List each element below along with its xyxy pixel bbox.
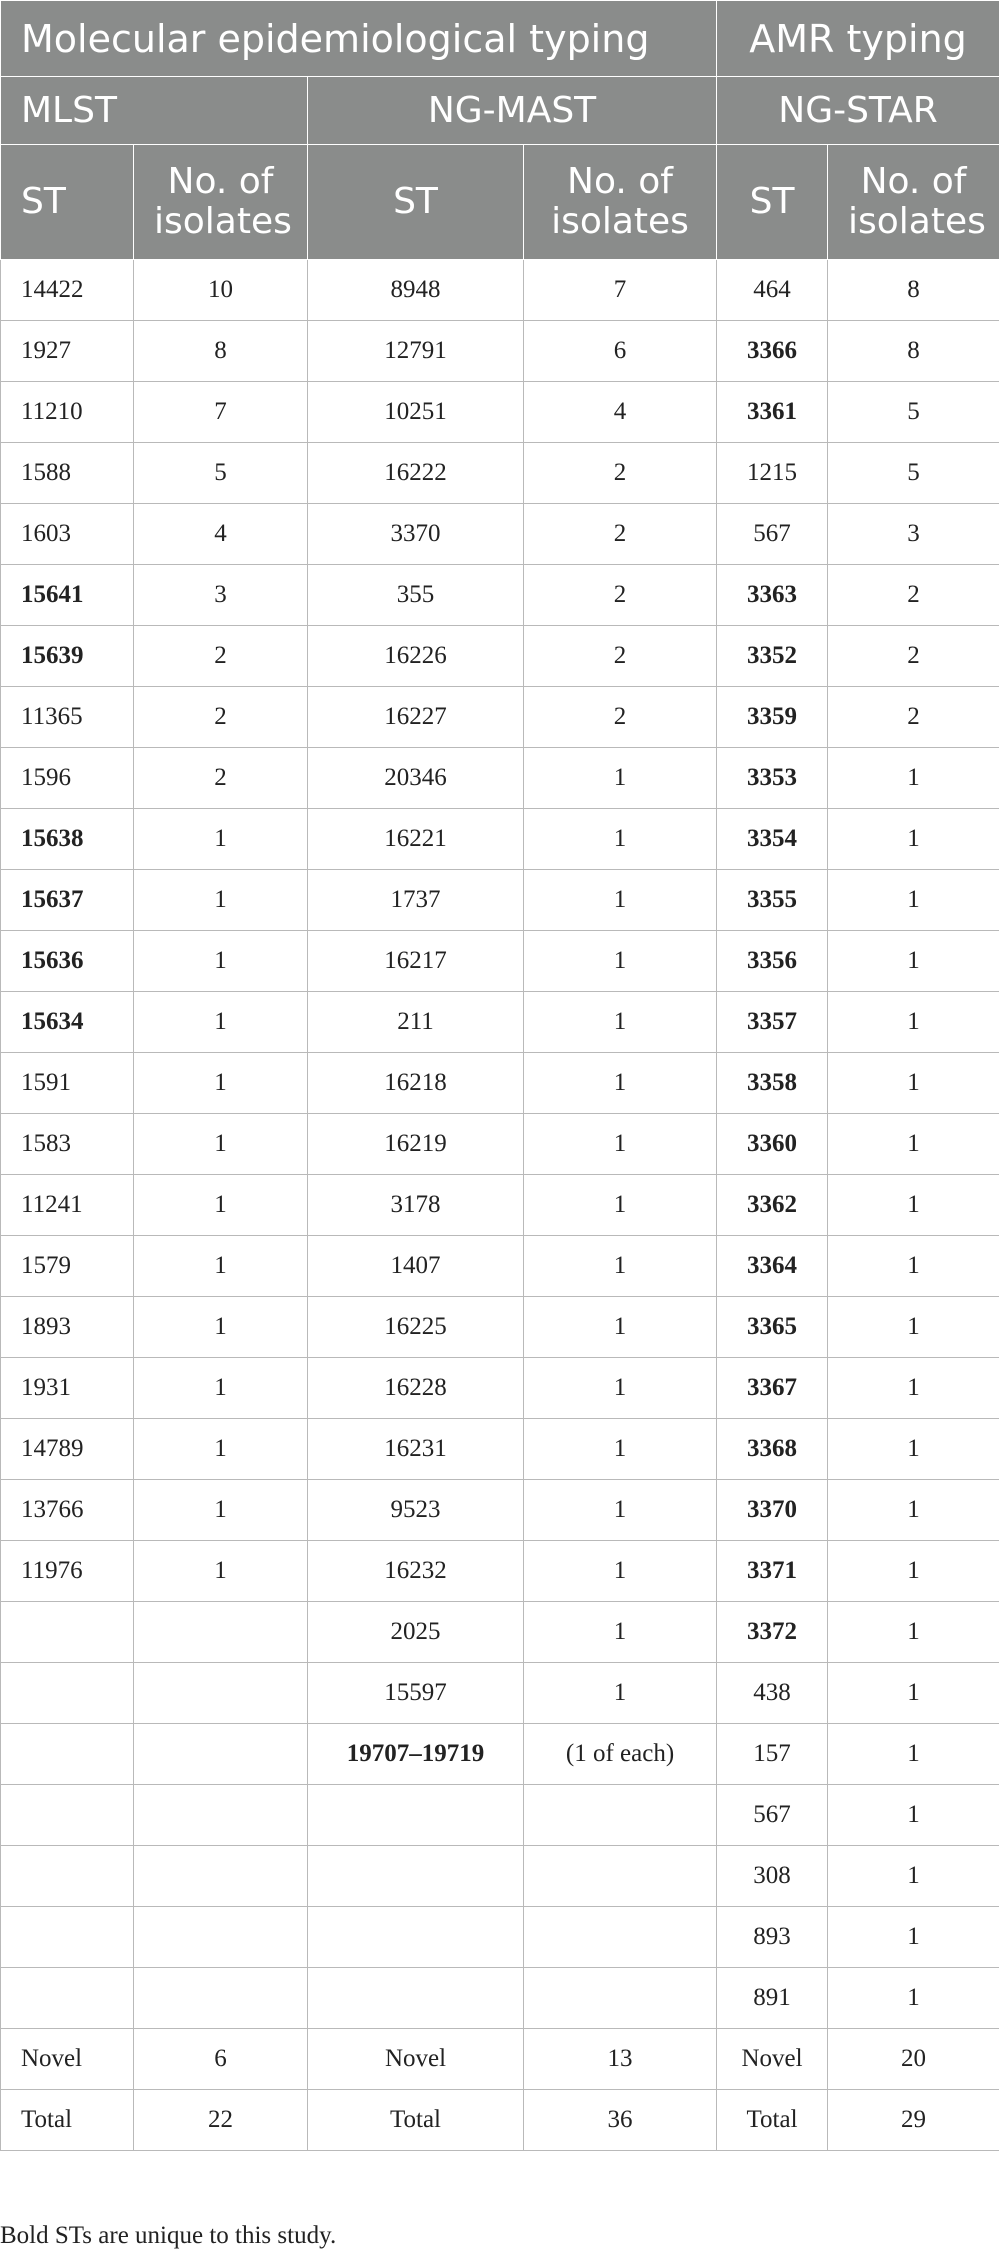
table-row <box>1 1236 999 1297</box>
cell-ngstar-isolates: 1 <box>828 1785 999 1846</box>
table-body <box>1 260 999 2151</box>
table-row <box>1 687 999 748</box>
cell-mlst-isolates: 1 <box>134 1419 308 1480</box>
cell-ngmast-st: 15597 <box>308 1663 524 1724</box>
cell-ngmast-isolates: 1 <box>524 1053 717 1114</box>
cell-ngmast-isolates: 1 <box>524 870 717 931</box>
cell-ngstar-st: 3354 <box>717 809 828 870</box>
cell-ngstar-isolates: 1 <box>828 1724 999 1785</box>
cell-ngstar-isolates: 1 <box>828 1968 999 2029</box>
cell-mlst-isolates: 1 <box>134 870 308 931</box>
cell-ngstar-st: 567 <box>717 504 828 565</box>
cell-ngstar-st: 3356 <box>717 931 828 992</box>
col-header-ngmast-isolates <box>524 145 717 260</box>
cell-mlst-st: 14789 <box>1 1419 134 1480</box>
cell-ngstar-st: 464 <box>717 260 828 321</box>
cell-mlst-isolates: 1 <box>134 1541 308 1602</box>
table-row <box>1 1114 999 1175</box>
cell-ngmast-isolates: 1 <box>524 931 717 992</box>
cell-ngmast-isolates: 1 <box>524 1480 717 1541</box>
table-row <box>1 1541 999 1602</box>
table-row <box>1 1785 999 1846</box>
cell-mlst-isolates <box>134 1785 308 1846</box>
cell-ngmast-st: 9523 <box>308 1480 524 1541</box>
table-row <box>1 1175 999 1236</box>
cell-mlst-st <box>1 1968 134 2029</box>
cell-mlst-isolates: 1 <box>134 809 308 870</box>
header-molecular-epidemiological-typing: Molecular epidemiological typing <box>1 1 717 77</box>
header-amr-typing: AMR typing <box>717 1 999 77</box>
cell-ngstar-isolates: 29 <box>828 2090 999 2151</box>
cell-ngmast-st: 16217 <box>308 931 524 992</box>
table-row <box>1 1846 999 1907</box>
cell-ngstar-isolates: 1 <box>828 809 999 870</box>
cell-ngstar-st: 3355 <box>717 870 828 931</box>
cell-ngstar-isolates: 5 <box>828 443 999 504</box>
cell-ngstar-isolates: 1 <box>828 931 999 992</box>
header-ng-mast: NG-MAST <box>308 77 717 145</box>
cell-ngstar-st: 3360 <box>717 1114 828 1175</box>
cell-ngstar-st: 3370 <box>717 1480 828 1541</box>
cell-ngmast-isolates: 1 <box>524 992 717 1053</box>
cell-ngmast-isolates: 2 <box>524 687 717 748</box>
table-row <box>1 2029 999 2090</box>
cell-mlst-isolates <box>134 1663 308 1724</box>
cell-ngmast-st: 12791 <box>308 321 524 382</box>
cell-mlst-st: 1927 <box>1 321 134 382</box>
cell-ngstar-st: 3365 <box>717 1297 828 1358</box>
cell-mlst-isolates: 1 <box>134 1053 308 1114</box>
cell-ngmast-st: 16218 <box>308 1053 524 1114</box>
cell-ngstar-st: 891 <box>717 1968 828 2029</box>
cell-ngmast-isolates: 1 <box>524 1663 717 1724</box>
cell-ngstar-isolates: 1 <box>828 870 999 931</box>
cell-mlst-st: 1588 <box>1 443 134 504</box>
table-row <box>1 626 999 687</box>
cell-mlst-st: 1579 <box>1 1236 134 1297</box>
cell-ngstar-isolates: 1 <box>828 1114 999 1175</box>
cell-ngstar-isolates: 1 <box>828 1358 999 1419</box>
cell-ngmast-st: 1407 <box>308 1236 524 1297</box>
cell-mlst-st: 1931 <box>1 1358 134 1419</box>
cell-ngstar-st: 1215 <box>717 443 828 504</box>
cell-ngstar-isolates: 5 <box>828 382 999 443</box>
cell-ngmast-st <box>308 1846 524 1907</box>
cell-ngmast-st: 16225 <box>308 1297 524 1358</box>
cell-ngstar-st: 3363 <box>717 565 828 626</box>
table-row <box>1 931 999 992</box>
cell-ngstar-st: 3364 <box>717 1236 828 1297</box>
cell-mlst-st: 1893 <box>1 1297 134 1358</box>
cell-ngstar-isolates: 2 <box>828 565 999 626</box>
cell-ngstar-st: 3357 <box>717 992 828 1053</box>
cell-ngmast-st: 16228 <box>308 1358 524 1419</box>
cell-ngmast-isolates: 1 <box>524 1114 717 1175</box>
header-ng-star: NG-STAR <box>717 77 999 145</box>
cell-ngstar-isolates: 2 <box>828 687 999 748</box>
cell-mlst-isolates: 1 <box>134 1175 308 1236</box>
table-row <box>1 748 999 809</box>
cell-mlst-isolates: 2 <box>134 748 308 809</box>
cell-mlst-isolates <box>134 1968 308 2029</box>
table-row <box>1 260 999 321</box>
table-row <box>1 870 999 931</box>
cell-ngmast-st: 16231 <box>308 1419 524 1480</box>
table-row <box>1 1358 999 1419</box>
cell-mlst-isolates: 3 <box>134 565 308 626</box>
cell-ngmast-isolates: 1 <box>524 1236 717 1297</box>
cell-mlst-st: 11365 <box>1 687 134 748</box>
cell-mlst-st <box>1 1846 134 1907</box>
cell-mlst-isolates: 10 <box>134 260 308 321</box>
cell-ngstar-isolates: 8 <box>828 260 999 321</box>
cell-mlst-st <box>1 1907 134 1968</box>
cell-mlst-st <box>1 1602 134 1663</box>
table-row <box>1 809 999 870</box>
table-row <box>1 565 999 626</box>
cell-ngstar-isolates: 1 <box>828 1053 999 1114</box>
table-row <box>1 1419 999 1480</box>
cell-ngmast-isolates: 1 <box>524 1175 717 1236</box>
cell-ngmast-st <box>308 1968 524 2029</box>
cell-ngstar-st: 3353 <box>717 748 828 809</box>
cell-ngstar-st: Total <box>717 2090 828 2151</box>
table-row <box>1 1663 999 1724</box>
cell-mlst-st <box>1 1724 134 1785</box>
cell-mlst-st: 15636 <box>1 931 134 992</box>
cell-ngmast-isolates: 36 <box>524 2090 717 2151</box>
cell-mlst-st: Novel <box>1 2029 134 2090</box>
cell-ngmast-st: 16226 <box>308 626 524 687</box>
cell-mlst-st: 15638 <box>1 809 134 870</box>
cell-ngstar-isolates: 1 <box>828 992 999 1053</box>
table-row <box>1 321 999 382</box>
cell-ngmast-st: 19707–19719 <box>308 1724 524 1785</box>
cell-ngstar-st: 893 <box>717 1907 828 1968</box>
cell-mlst-isolates: 7 <box>134 382 308 443</box>
cell-ngmast-st: 2025 <box>308 1602 524 1663</box>
cell-ngstar-isolates: 3 <box>828 504 999 565</box>
col-header-label: No. of isolates <box>154 161 292 242</box>
cell-ngmast-st: 355 <box>308 565 524 626</box>
cell-mlst-isolates: 1 <box>134 992 308 1053</box>
cell-ngstar-st: 3368 <box>717 1419 828 1480</box>
cell-ngstar-isolates: 1 <box>828 1419 999 1480</box>
cell-ngstar-st: 3358 <box>717 1053 828 1114</box>
cell-ngmast-st: 16221 <box>308 809 524 870</box>
cell-ngmast-isolates: 1 <box>524 809 717 870</box>
col-header-label: No. of isolates <box>551 161 689 242</box>
cell-ngstar-isolates: 1 <box>828 1663 999 1724</box>
cell-mlst-st: 11241 <box>1 1175 134 1236</box>
cell-ngmast-isolates: 1 <box>524 1297 717 1358</box>
cell-ngmast-st <box>308 1907 524 1968</box>
table-row <box>1 1480 999 1541</box>
cell-ngstar-st: 3359 <box>717 687 828 748</box>
cell-ngstar-st: 3361 <box>717 382 828 443</box>
table-footnote: Bold STs are unique to this study. <box>0 2222 337 2249</box>
cell-ngmast-isolates: 2 <box>524 504 717 565</box>
cell-mlst-isolates: 8 <box>134 321 308 382</box>
cell-mlst-st: 1591 <box>1 1053 134 1114</box>
cell-ngstar-isolates: 1 <box>828 1541 999 1602</box>
cell-ngmast-st: 211 <box>308 992 524 1053</box>
cell-mlst-st: 11976 <box>1 1541 134 1602</box>
cell-mlst-isolates: 1 <box>134 1114 308 1175</box>
cell-ngstar-st: 157 <box>717 1724 828 1785</box>
cell-ngstar-st: 567 <box>717 1785 828 1846</box>
cell-mlst-st: 14422 <box>1 260 134 321</box>
cell-ngmast-isolates <box>524 1785 717 1846</box>
cell-mlst-isolates <box>134 1724 308 1785</box>
cell-mlst-isolates: 5 <box>134 443 308 504</box>
cell-mlst-st <box>1 1785 134 1846</box>
cell-mlst-isolates: 1 <box>134 931 308 992</box>
col-header-ngmast-st: ST <box>308 145 524 260</box>
table-row <box>1 992 999 1053</box>
header-mlst: MLST <box>1 77 308 145</box>
cell-mlst-isolates: 1 <box>134 1480 308 1541</box>
cell-ngmast-isolates: 4 <box>524 382 717 443</box>
cell-mlst-st: Total <box>1 2090 134 2151</box>
cell-mlst-st: 1583 <box>1 1114 134 1175</box>
cell-ngmast-st: 3178 <box>308 1175 524 1236</box>
cell-ngmast-st: 16222 <box>308 443 524 504</box>
cell-mlst-st: 1596 <box>1 748 134 809</box>
table-row <box>1 1724 999 1785</box>
cell-ngmast-st: 3370 <box>308 504 524 565</box>
cell-mlst-isolates <box>134 1846 308 1907</box>
cell-ngmast-st: 16227 <box>308 687 524 748</box>
cell-ngmast-isolates: 7 <box>524 260 717 321</box>
table-row <box>1 443 999 504</box>
cell-ngmast-isolates <box>524 1846 717 1907</box>
table-row <box>1 1907 999 1968</box>
cell-ngmast-isolates: 1 <box>524 1419 717 1480</box>
cell-mlst-st: 15634 <box>1 992 134 1053</box>
cell-ngstar-st: 3366 <box>717 321 828 382</box>
table-header <box>1 1 999 260</box>
col-header-ngstar-isolates <box>828 145 999 260</box>
table-row <box>1 1602 999 1663</box>
cell-ngstar-isolates: 1 <box>828 1297 999 1358</box>
cell-ngmast-st: 8948 <box>308 260 524 321</box>
cell-ngmast-isolates <box>524 1968 717 2029</box>
cell-mlst-isolates: 2 <box>134 687 308 748</box>
cell-ngmast-isolates: 13 <box>524 2029 717 2090</box>
cell-ngstar-isolates: 1 <box>828 1602 999 1663</box>
cell-mlst-isolates: 4 <box>134 504 308 565</box>
cell-ngstar-isolates: 8 <box>828 321 999 382</box>
cell-ngstar-isolates: 2 <box>828 626 999 687</box>
table-row <box>1 2090 999 2151</box>
cell-mlst-isolates: 1 <box>134 1236 308 1297</box>
cell-ngmast-isolates: 6 <box>524 321 717 382</box>
cell-ngmast-isolates: 2 <box>524 443 717 504</box>
cell-ngstar-isolates: 1 <box>828 748 999 809</box>
cell-mlst-isolates: 1 <box>134 1297 308 1358</box>
cell-mlst-st <box>1 1663 134 1724</box>
cell-ngstar-st: 3352 <box>717 626 828 687</box>
cell-ngstar-st: 3372 <box>717 1602 828 1663</box>
cell-ngmast-st: 16219 <box>308 1114 524 1175</box>
cell-ngstar-st: 308 <box>717 1846 828 1907</box>
cell-ngmast-isolates: (1 of each) <box>524 1724 717 1785</box>
cell-ngmast-isolates: 1 <box>524 1541 717 1602</box>
cell-ngstar-st: 3371 <box>717 1541 828 1602</box>
cell-mlst-st: 1603 <box>1 504 134 565</box>
cell-mlst-isolates <box>134 1907 308 1968</box>
cell-mlst-st: 15637 <box>1 870 134 931</box>
table-row <box>1 504 999 565</box>
col-header-mlst-isolates <box>134 145 308 260</box>
cell-ngmast-st: 16232 <box>308 1541 524 1602</box>
cell-mlst-st: 15641 <box>1 565 134 626</box>
cell-mlst-isolates: 22 <box>134 2090 308 2151</box>
cell-ngmast-st: 20346 <box>308 748 524 809</box>
cell-ngmast-isolates: 1 <box>524 1602 717 1663</box>
cell-ngmast-st: Novel <box>308 2029 524 2090</box>
col-header-mlst-st: ST <box>1 145 134 260</box>
cell-ngstar-isolates: 1 <box>828 1236 999 1297</box>
cell-mlst-st: 13766 <box>1 1480 134 1541</box>
cell-ngmast-isolates: 2 <box>524 565 717 626</box>
cell-mlst-st: 15639 <box>1 626 134 687</box>
cell-ngstar-isolates: 1 <box>828 1907 999 1968</box>
table-row <box>1 382 999 443</box>
cell-mlst-isolates: 1 <box>134 1358 308 1419</box>
table-row <box>1 1053 999 1114</box>
table-row <box>1 1968 999 2029</box>
cell-ngmast-st: 1737 <box>308 870 524 931</box>
cell-ngmast-isolates <box>524 1907 717 1968</box>
cell-ngstar-isolates: 1 <box>828 1480 999 1541</box>
cell-ngstar-isolates: 1 <box>828 1175 999 1236</box>
cell-ngmast-isolates: 1 <box>524 1358 717 1419</box>
cell-ngmast-st: Total <box>308 2090 524 2151</box>
cell-ngstar-isolates: 20 <box>828 2029 999 2090</box>
cell-ngmast-isolates: 2 <box>524 626 717 687</box>
cell-ngmast-isolates: 1 <box>524 748 717 809</box>
cell-mlst-isolates: 6 <box>134 2029 308 2090</box>
cell-ngstar-st: 3367 <box>717 1358 828 1419</box>
cell-ngstar-st: 3362 <box>717 1175 828 1236</box>
col-header-label: No. of isolates <box>848 161 986 242</box>
cell-mlst-isolates <box>134 1602 308 1663</box>
col-header-ngstar-st: ST <box>717 145 828 260</box>
cell-ngmast-st: 10251 <box>308 382 524 443</box>
table-row <box>1 1297 999 1358</box>
cell-ngstar-isolates: 1 <box>828 1846 999 1907</box>
cell-ngstar-st: Novel <box>717 2029 828 2090</box>
cell-ngstar-st: 438 <box>717 1663 828 1724</box>
cell-mlst-st: 11210 <box>1 382 134 443</box>
cell-ngmast-st <box>308 1785 524 1846</box>
cell-mlst-isolates: 2 <box>134 626 308 687</box>
